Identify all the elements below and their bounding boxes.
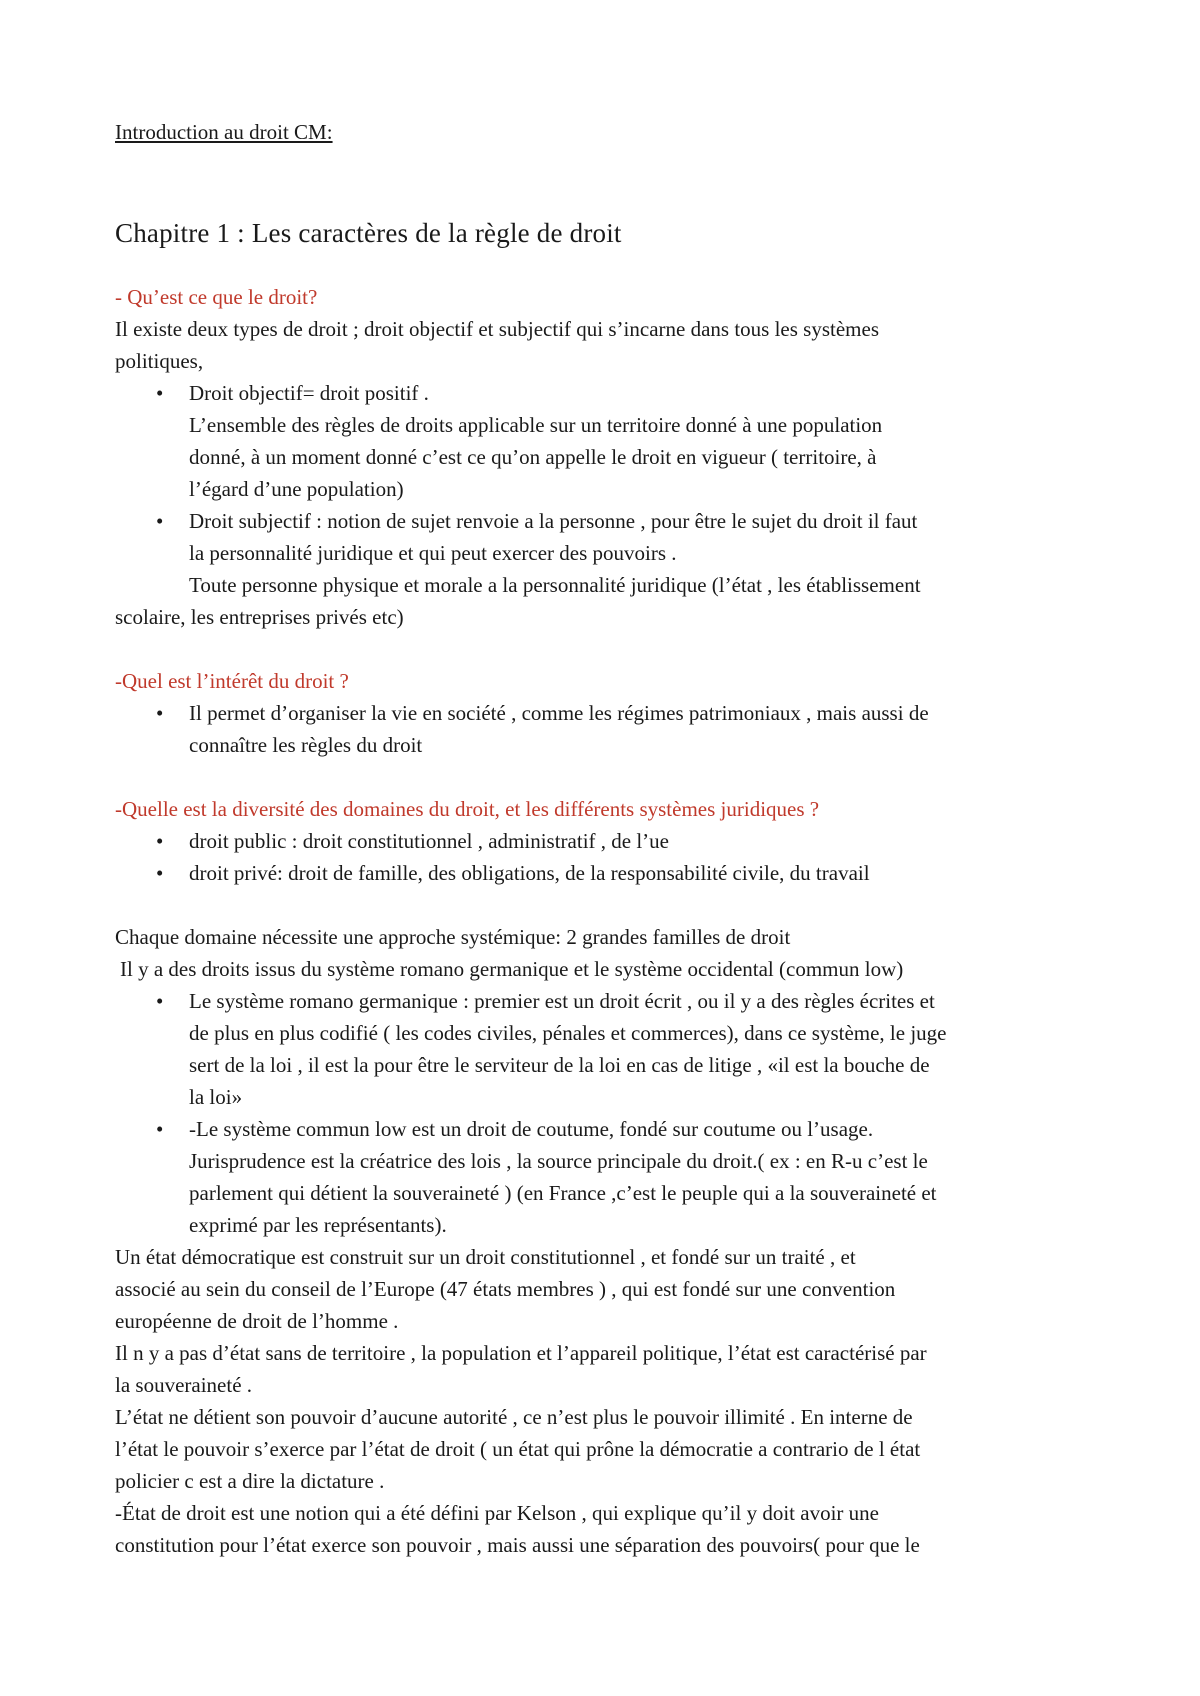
section-question: -Quelle est la diversité des domaines du droit, et les différents systèmes juridiques ? [115, 797, 820, 821]
paragraph-line: européenne de droit de l’homme . [115, 1309, 399, 1333]
bullet-item [115, 825, 1115, 857]
bullet-icon: • [156, 861, 164, 885]
section-question: - Qu’est ce que le droit? [115, 285, 318, 309]
paragraph-line: L’état ne détient son pouvoir d’aucune autorité , ce n’est plus le pouvoir illimité . En interne de [115, 1405, 913, 1429]
blank-line [115, 889, 1115, 921]
bullet-icon: • [156, 381, 164, 405]
paragraph-line: associé au sein du conseil de l’Europe (47 états membres ) , qui est fondé sur une convention [115, 1277, 896, 1301]
paragraph-line: policier c est a dire la dictature . [115, 1469, 385, 1493]
bullet-icon: • [156, 509, 164, 533]
bullet-text: droit public : droit constitutionnel , administratif , de l’ue [189, 829, 669, 853]
paragraph-line: politiques, [115, 349, 204, 373]
paragraph-line: Un état démocratique est construit sur un droit constitutionnel , et fondé sur un traité , et [115, 1245, 856, 1269]
bullet-text: Droit subjectif : notion de sujet renvoie a la personne , pour être le sujet du droit il faut [189, 509, 918, 533]
paragraph-line: Il existe deux types de droit ; droit objectif et subjectif qui s’incarne dans tous les systèmes [115, 317, 879, 341]
bullet-continuation: la loi» [189, 1085, 243, 1109]
bullet-text: Il permet d’organiser la vie en société , comme les régimes patrimoniaux , mais aussi de [189, 701, 929, 725]
paragraph-line: Chaque domaine nécessite une approche systémique: 2 grandes familles de droit [115, 925, 791, 949]
bullet-text: Le système romano germanique : premier est un droit écrit , ou il y a des règles écrites et [189, 989, 935, 1013]
bullet-continuation: la personnalité juridique et qui peut exercer des pouvoirs . [189, 541, 677, 565]
bullet-icon: • [156, 1117, 164, 1141]
bullet-continuation: L’ensemble des règles de droits applicable sur un territoire donné à une population [189, 413, 883, 437]
document-title: Introduction au droit CM: [115, 120, 333, 144]
bullet-icon: • [156, 989, 164, 1013]
paragraph-line: Il n y a pas d’état sans de territoire , la population et l’appareil politique, l’état est caractérisé par [115, 1341, 927, 1365]
paragraph-line: scolaire, les entreprises privés etc) [115, 605, 404, 629]
bullet-item [115, 985, 1115, 1017]
paragraph-line: -État de droit est une notion qui a été défini par Kelson , qui explique qu’il y doit avoir une [115, 1501, 879, 1525]
paragraph-line: Il y a des droits issus du système romano germanique et le système occidental (commun low) [120, 957, 904, 981]
bullet-continuation: parlement qui détient la souveraineté ) (en France ,c’est le peuple qui a la souveraineté et [189, 1181, 937, 1205]
bullet-icon: • [156, 701, 164, 725]
bullet-item [115, 505, 1115, 537]
bullet-item [115, 1113, 1115, 1145]
bullet-item [115, 377, 1115, 409]
bullet-continuation: connaître les règles du droit [189, 733, 423, 757]
bullet-continuation: Toute personne physique et morale a la personnalité juridique (l’état , les établissement [189, 573, 921, 597]
bullet-continuation: exprimé par les représentants). [189, 1213, 447, 1237]
bullet-text: droit privé: droit de famille, des obligations, de la responsabilité civile, du travail [189, 861, 870, 885]
bullet-continuation: sert de la loi , il est la pour être le serviteur de la loi en cas de litige , «il est la bouche de [189, 1053, 930, 1077]
bullet-text: Droit objectif= droit positif . [189, 381, 429, 405]
chapter-heading: Chapitre 1 : Les caractères de la règle de droit [115, 218, 622, 248]
bullet-continuation: l’égard d’une population) [189, 477, 404, 501]
paragraph-line: l’état le pouvoir s’exerce par l’état de droit ( un état qui prône la démocratie a contrario de l état [115, 1437, 921, 1461]
paragraph-line: constitution pour l’état exerce son pouvoir , mais aussi une séparation des pouvoirs( pour que le [115, 1533, 920, 1557]
bullet-continuation: de plus en plus codifié ( les codes civiles, pénales et commerces), dans ce système, le juge [189, 1021, 947, 1045]
paragraph-line: la souveraineté . [115, 1373, 253, 1397]
document-body [115, 281, 1115, 1561]
blank-line [115, 761, 1115, 793]
bullet-icon: • [156, 829, 164, 853]
bullet-text: -Le système commun low est un droit de coutume, fondé sur coutume ou l’usage. [189, 1117, 874, 1141]
bullet-continuation: donné, à un moment donné c’est ce qu’on appelle le droit en vigueur ( territoire, à [189, 445, 877, 469]
bullet-continuation: Jurisprudence est la créatrice des lois , la source principale du droit.( ex : en R-u c’est le [189, 1149, 928, 1173]
bullet-item [115, 857, 1115, 889]
blank-line [115, 633, 1115, 665]
section-question: -Quel est l’intérêt du droit ? [115, 669, 349, 693]
bullet-item [115, 697, 1115, 729]
